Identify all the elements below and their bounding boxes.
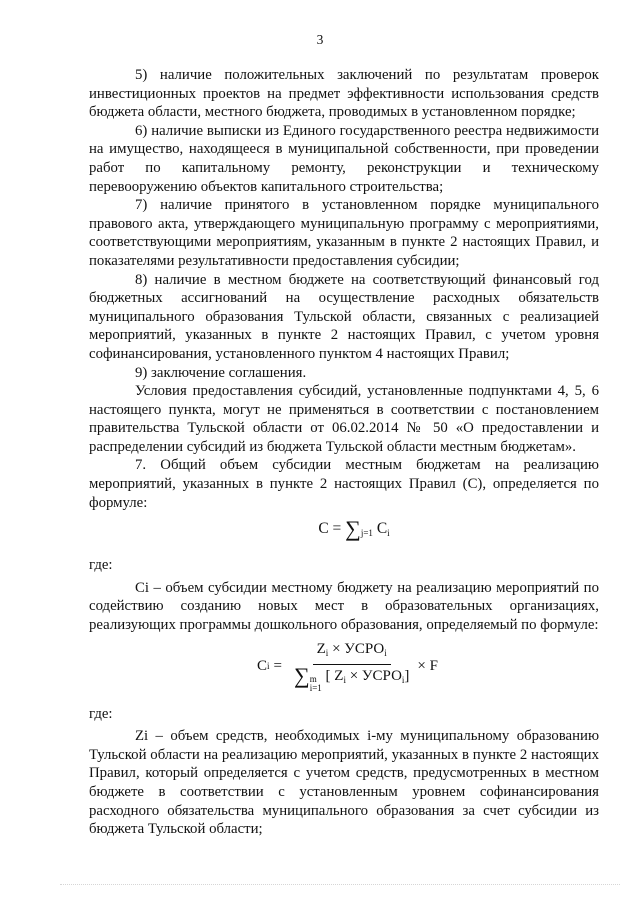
paragraph-item-5: 5) наличие положительных заключений по результатам проверок инвестиционных проектов на предмет эффективности использования средств бюджета области, местного бюджета, проводимых в установленном порядке; — [89, 67, 599, 121]
formula2-denominator — [290, 665, 413, 693]
formula2-den-usro-index: i — [401, 675, 405, 686]
paragraph-section-7: 7. Общий объем субсидии местным бюджетам на реализацию мероприятий, указанных в пункте 2 настоящих Правил (С), определяется по формуле: — [89, 457, 599, 511]
formula1-term-index: i — [387, 528, 390, 539]
page-number: 3 — [316, 32, 324, 47]
formula2-den-usro: × УСРО — [345, 668, 402, 685]
formula2-den-sum: ∑ — [294, 663, 310, 689]
formula2-equals: = — [273, 658, 282, 675]
formula2-den-z: [ Z — [325, 668, 344, 685]
paragraph-ci-definition: Ci – объем субсидии местному бюджету на реализацию мероприятий по содействию созданию новых мест в образовательных организациях, реализующих программы дошкольного образования, определяемый по формуле: — [89, 579, 599, 634]
formula2-num-usro-index: i — [384, 647, 387, 658]
formula2-den-close: ] — [404, 668, 410, 685]
formula2-lhs: C — [257, 658, 268, 675]
formula1-sum-index: j=1 — [360, 528, 373, 539]
paragraph-item-7: 7) наличие принятого в установленном порядке муниципального правового акта, утверждающего муниципальную программу с мероприятиями, соответствующими мероприятиям, указанным в пункте 2 настоящих Правил, и показателями результативности предоставления субсидии; — [89, 197, 599, 269]
paragraph-item-9: 9) заключение соглашения. — [135, 364, 307, 381]
paragraph-item-8: 8) наличие в местном бюджете на соответствующий финансовый год бюджетных ассигнований на осуществление расходных обязательств муниципального образования Тульской области, связанных с реализацией мероприятий, указанных в пункте 2 настоящих Правил, с учетом уровня софинансирования, установленного пунктом 4 настоящих Правил; — [89, 271, 599, 362]
formula2-num-z: Z — [316, 640, 326, 657]
paragraph-conditions: Условия предоставления субсидий, установленные подпунктами 4, 5, 6 настоящего пункта, могут не применяться в соответствии с постановлением правительства Тульской области от 06.02.2014 № 50 «О предоставлении и распределении субсидий из бюджета Тульской области местным бюджетам». — [89, 383, 599, 455]
formula2-tail: × F — [417, 658, 438, 675]
formula2-num-usro: × УСРО — [328, 640, 385, 657]
formula1-lhs: C = — [318, 520, 342, 538]
document-body — [89, 66, 599, 839]
formula2-fraction — [290, 640, 413, 694]
scan-edge-artifact — [60, 884, 620, 887]
where-label-1: где: — [89, 557, 113, 574]
formula1-term: C — [376, 520, 388, 538]
formula2-lhs-index: i — [267, 661, 270, 672]
formula2-den-sup: m — [309, 674, 317, 685]
formula2-num-z-index: i — [325, 647, 329, 658]
formula-total-subsidy — [89, 516, 599, 546]
formula2-numerator — [313, 640, 391, 666]
formula1-sum-sign: ∑ — [345, 516, 361, 542]
formula2-den-z-index: i — [343, 675, 346, 686]
formula-ci — [89, 641, 599, 693]
paragraph-zi-definition: Zi – объем средств, необходимых i-му муниципальному образованию Тульской области на реализацию мероприятий, указанных в пункте 2 настоящих Правил, который определяется с учетом средств, предусмотренных в местном бюджете в соответствии с установленным уровнем софинансирования расходного обязательства муниципального образования за счет субсидии из бюджета Тульской области; — [89, 728, 599, 838]
where-label-2: где: — [89, 705, 113, 722]
formula2-den-sub: i=1 — [309, 683, 322, 694]
paragraph-item-6: 6) наличие выписки из Единого государственного реестра недвижимости на имущество, находящееся в муниципальной собственности, при проведении работ по капитальному ремонту, реконструкции и техническому перевооружению объектов капитального строительства; — [89, 122, 599, 195]
